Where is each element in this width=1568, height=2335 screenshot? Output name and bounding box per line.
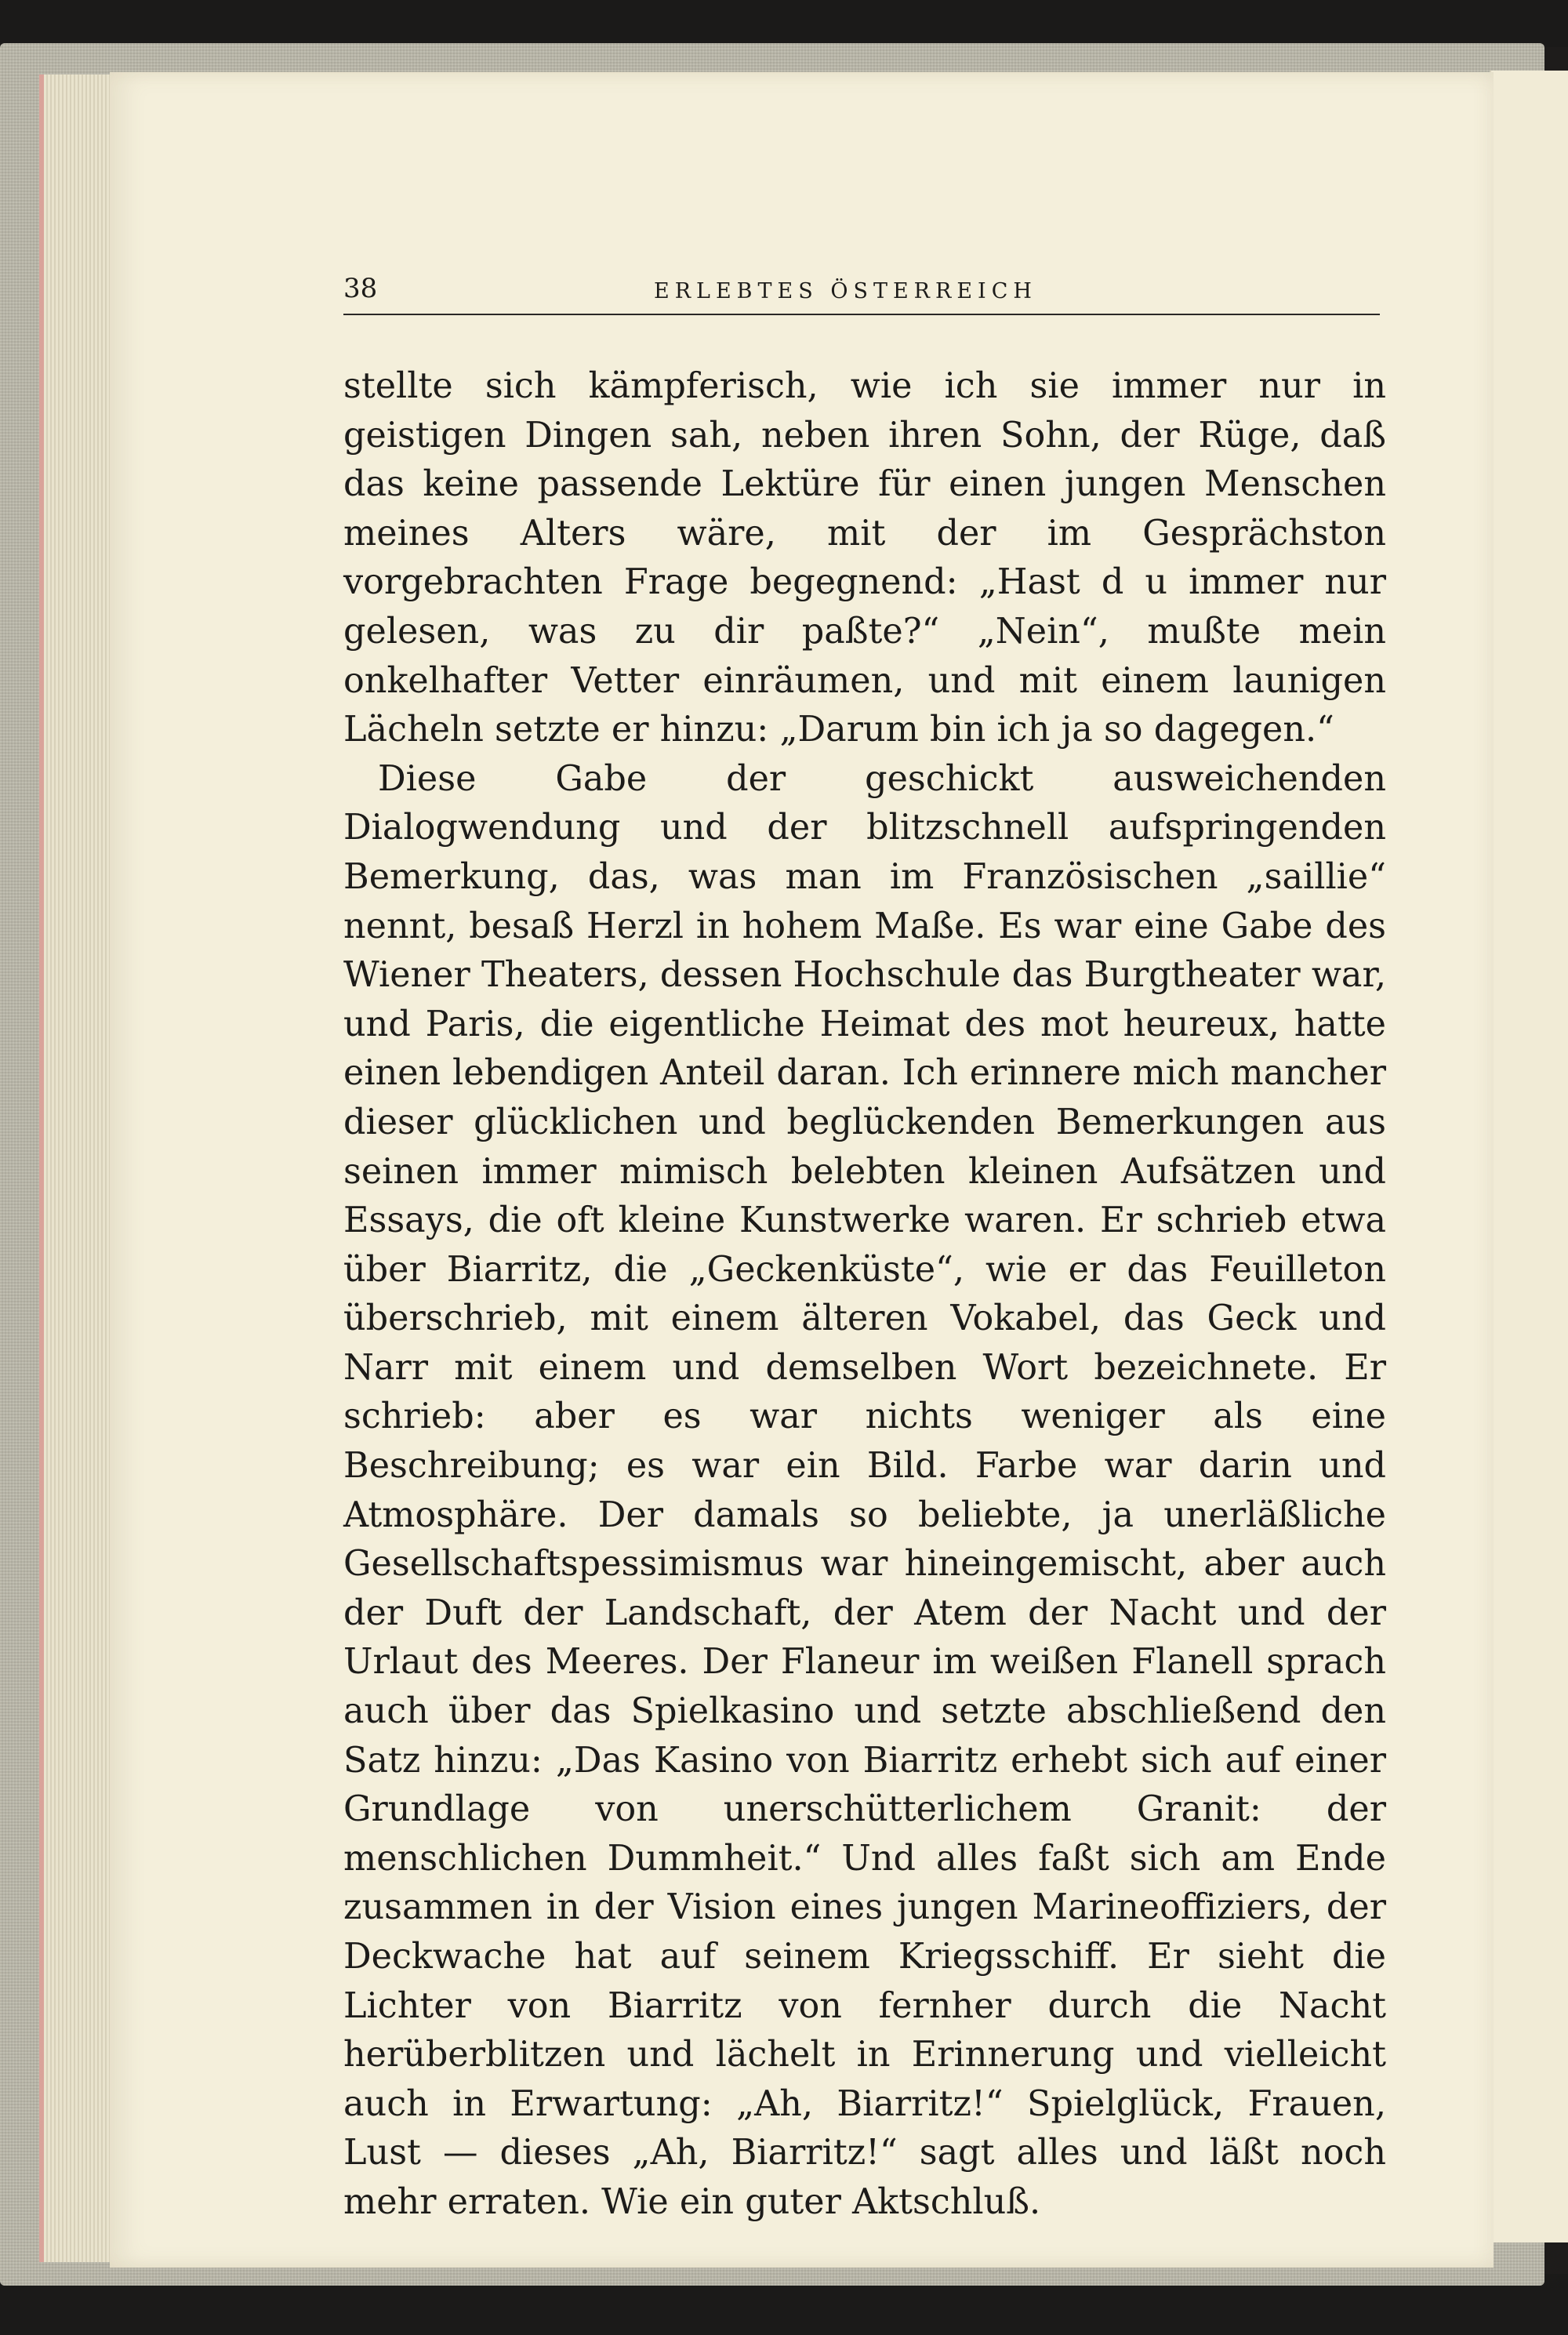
scan-background-top	[0, 0, 1568, 47]
running-title: ERLEBTES ÖSTERREICH	[654, 279, 1037, 303]
body-text	[343, 362, 1386, 2228]
paragraph: Diese Gabe der geschickt ausweichenden Dialogwendung und der blitzschnell aufspringenden Bemerkung, das, was man im Französischen „saillie“ nennt, besaß Herzl in hohem Maße. Es war eine Gabe des Wiener Theaters, dessen Hochschule das Burgtheater war, und Paris, die eigentliche Heimat des mot heureux, hatte einen lebendigen Anteil daran. Ich erinnere mich mancher dieser glücklichen und beglückenden Bemerkungen aus seinen immer mimisch belebten kleinen Aufsätzen und Essays, die oft kleine Kunstwerke waren. Er schrieb etwa über Biarritz, die „Geckenküste“, wie er das Feuilleton überschrieb, mit einem älteren Vokabel, das Geck und Narr mit einem und demselben Wort bezeichnete. Er schrieb: aber es war nichts weniger als eine Beschreibung; es war ein Bild. Farbe war darin und Atmosphäre. Der damals so beliebte, ja unerläßliche Gesellschaftspessimismus war hineingemischt, aber auch der Duft der Landschaft, der Atem der Nacht und der Urlaut des Meeres. Der Flaneur im weißen Flanell sprach auch über das Spielkasino und setzte abschließend den Satz hinzu: „Das Kasino von Biarritz erhebt sich auf einer Grundlage von unerschütterlichem Granit: der menschlichen Dummheit.“ Und alles faßt sich am Ende zusammen in der Vision eines jungen Marineoffiziers, der Deckwache hat auf seinem Kriegsschiff. Er sieht die Lichter von Biarritz von fernher durch die Nacht herüberblitzen und lächelt in Erinnerung und vielleicht auch in Erwartung: „Ah, Biarritz!“ Spielglück, Frauen, Lust — dieses „Ah, Biarritz!“ sagt alles und läßt noch mehr erraten. Wie ein guter Aktschluß.	[343, 758, 1386, 2222]
page-number: 38	[343, 273, 378, 304]
paragraph-continued: stellte sich kämpferisch, wie ich sie immer nur in geistigen Dingen sah, neben ihren Sohn, der Rüge, daß das keine passende Lektüre für einen jungen Menschen meines Alters wäre, mit der im Gesprächston vorgebrachten Frage begegnend: „Hast d u immer nur gelesen, was zu dir paßte?“ „Nein“, mußte mein onkelhafter Vetter einräumen, und mit einem launigen Lächeln setzte er hinzu: „Darum bin ich ja so dagegen.“	[343, 366, 1386, 750]
page-header	[343, 273, 1380, 314]
header-rule	[343, 314, 1380, 315]
facing-page-edge	[1490, 71, 1568, 2242]
